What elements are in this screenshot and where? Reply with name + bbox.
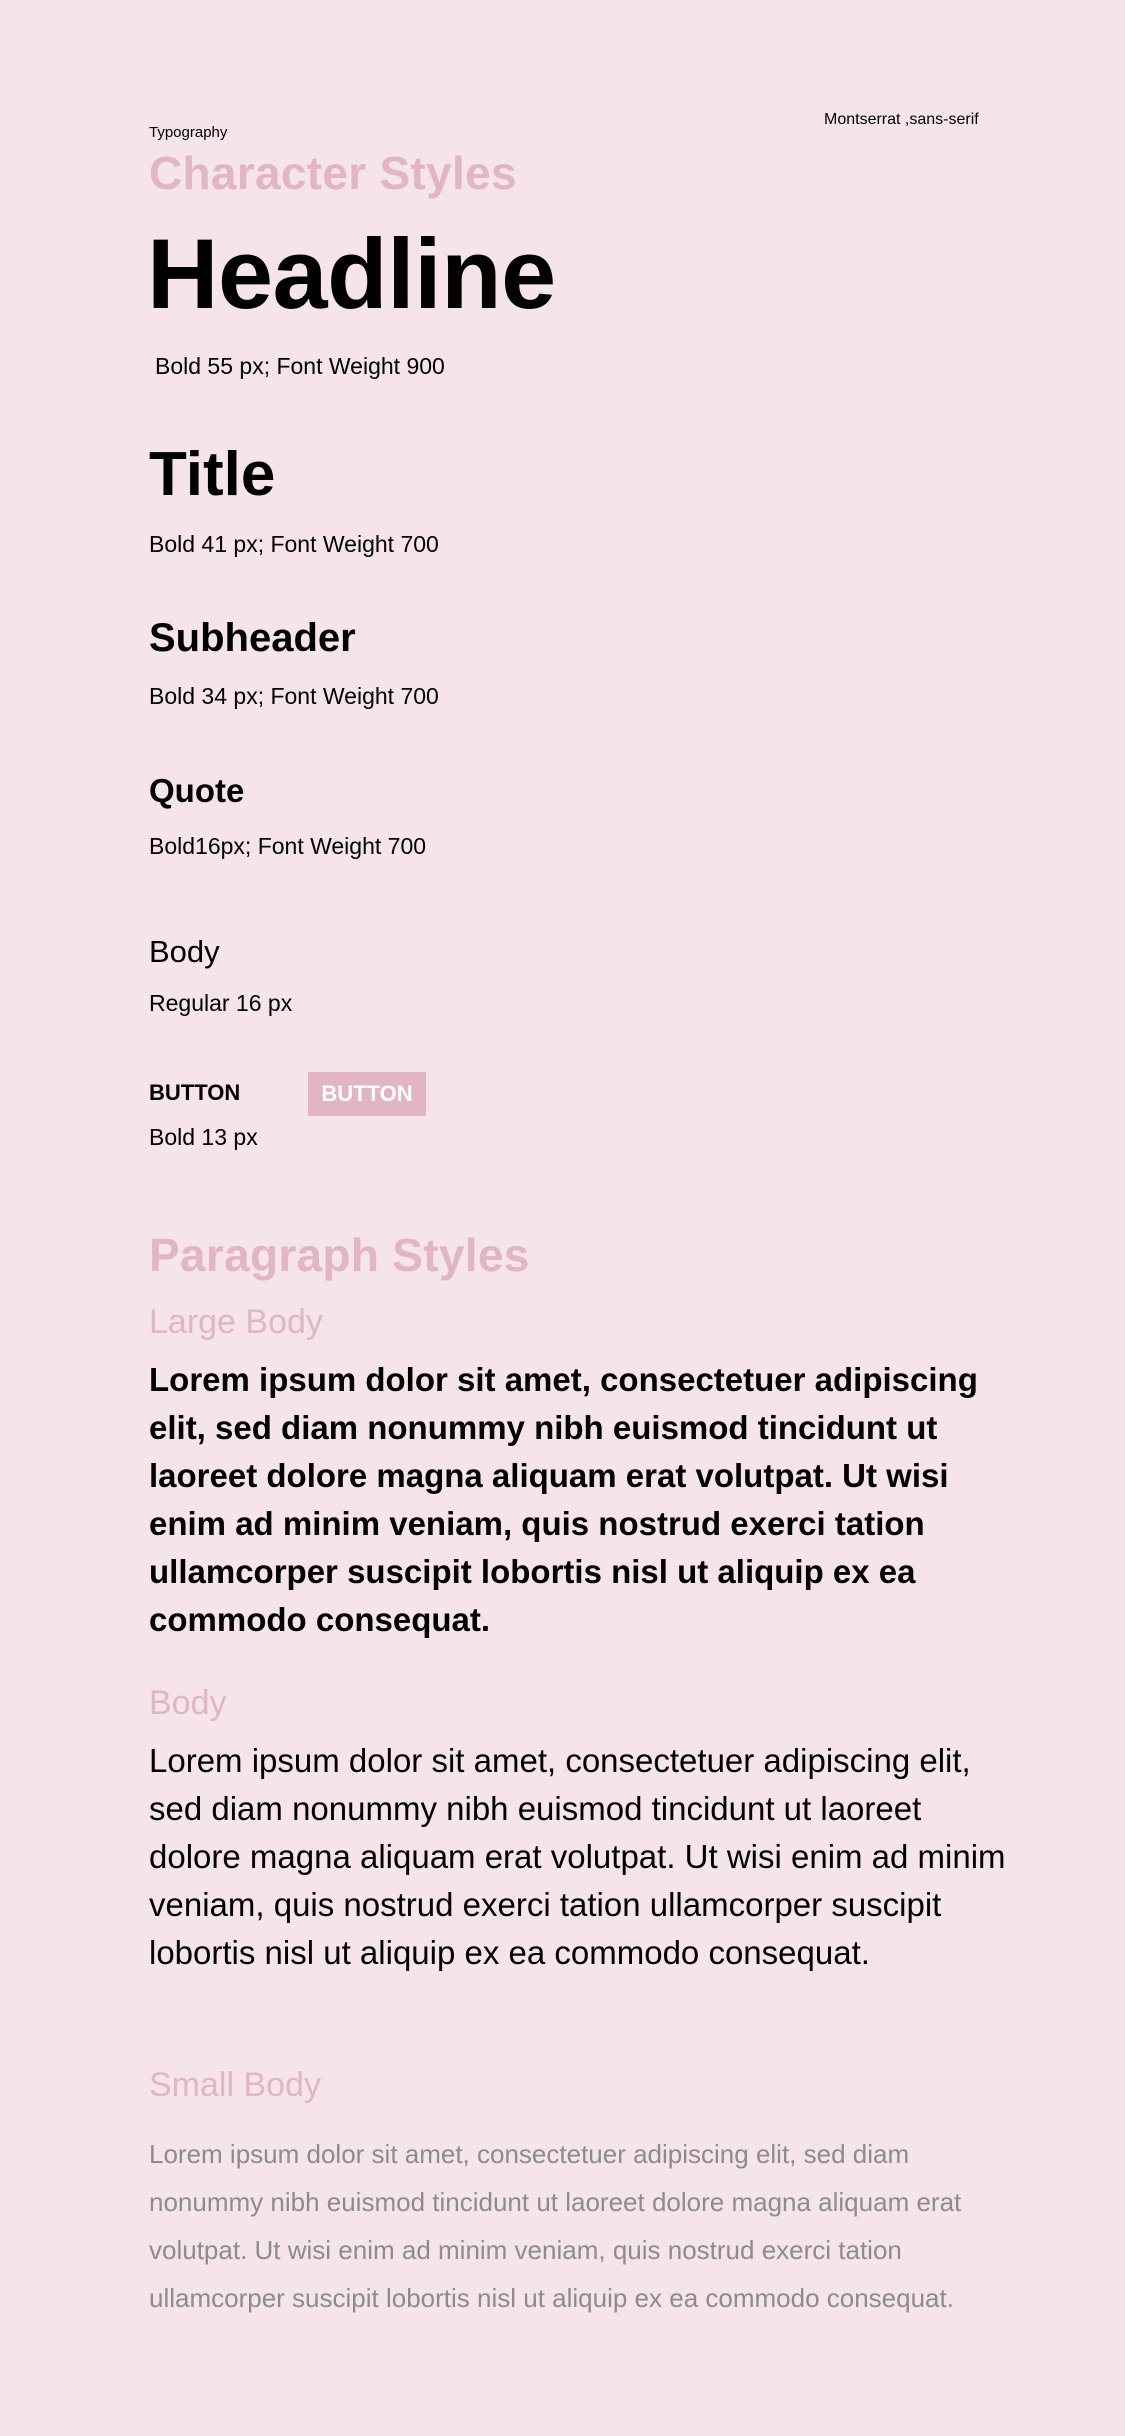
body-label: Body [149,1684,227,1722]
large-body-paragraph: Lorem ipsum dolor sit amet, consectetuer adipiscing elit, sed diam nonummy nibh euismod tincidunt ut laoreet dolore magna aliquam erat volutpat. Ut wisi enim ad minim veniam, quis nostrud exerci tation ullamcorper suscipit lobortis nisl ut aliquip ex ea commodo consequat. [149,1361,978,1638]
button-sample-text: BUTTON [149,1080,241,1105]
large-body-label: Large Body [149,1303,323,1341]
body-spec: Regular 16 px [149,990,293,1016]
character-styles-heading: Character Styles [149,147,517,199]
small-body-label: Small Body [149,2066,321,2104]
button-spec: Bold 13 px [149,1124,258,1150]
subheader-spec: Bold 34 px; Font Weight 700 [149,683,439,709]
section-label: Typography [149,124,228,141]
small-body-paragraph: Lorem ipsum dolor sit amet, consectetuer adipiscing elit, sed diam nonummy nibh euismod tincidunt ut laoreet dolore magna aliquam erat volutpat. Ut wisi enim ad minim veniam, quis nostrud exerci tation ullamcorper suscipit lobortis nisl ut aliquip ex ea commodo consequat. [149,2139,962,2313]
sample-button[interactable]: BUTTON [308,1072,426,1116]
paragraph-styles-heading: Paragraph Styles [149,1229,530,1281]
quote-spec: Bold16px; Font Weight 700 [149,833,427,859]
headline-sample: Headline [147,218,556,329]
body-sample: Body [149,934,220,969]
subheader-sample: Subheader [149,616,356,660]
title-sample: Title [149,440,276,509]
quote-sample: Quote [149,772,245,809]
headline-spec: Bold 55 px; Font Weight 900 [155,353,445,379]
font-name: Montserrat ,sans-serif [824,111,979,128]
title-spec: Bold 41 px; Font Weight 700 [149,531,439,557]
body-paragraph: Lorem ipsum dolor sit amet, consectetuer adipiscing elit, sed diam nonummy nibh euismod tincidunt ut laoreet dolore magna aliquam erat volutpat. Ut wisi enim ad minim veniam, quis nostrud exerci tation ullamcorper suscipit lobortis nisl ut aliquip ex ea commodo consequat. [149,1742,1006,1971]
